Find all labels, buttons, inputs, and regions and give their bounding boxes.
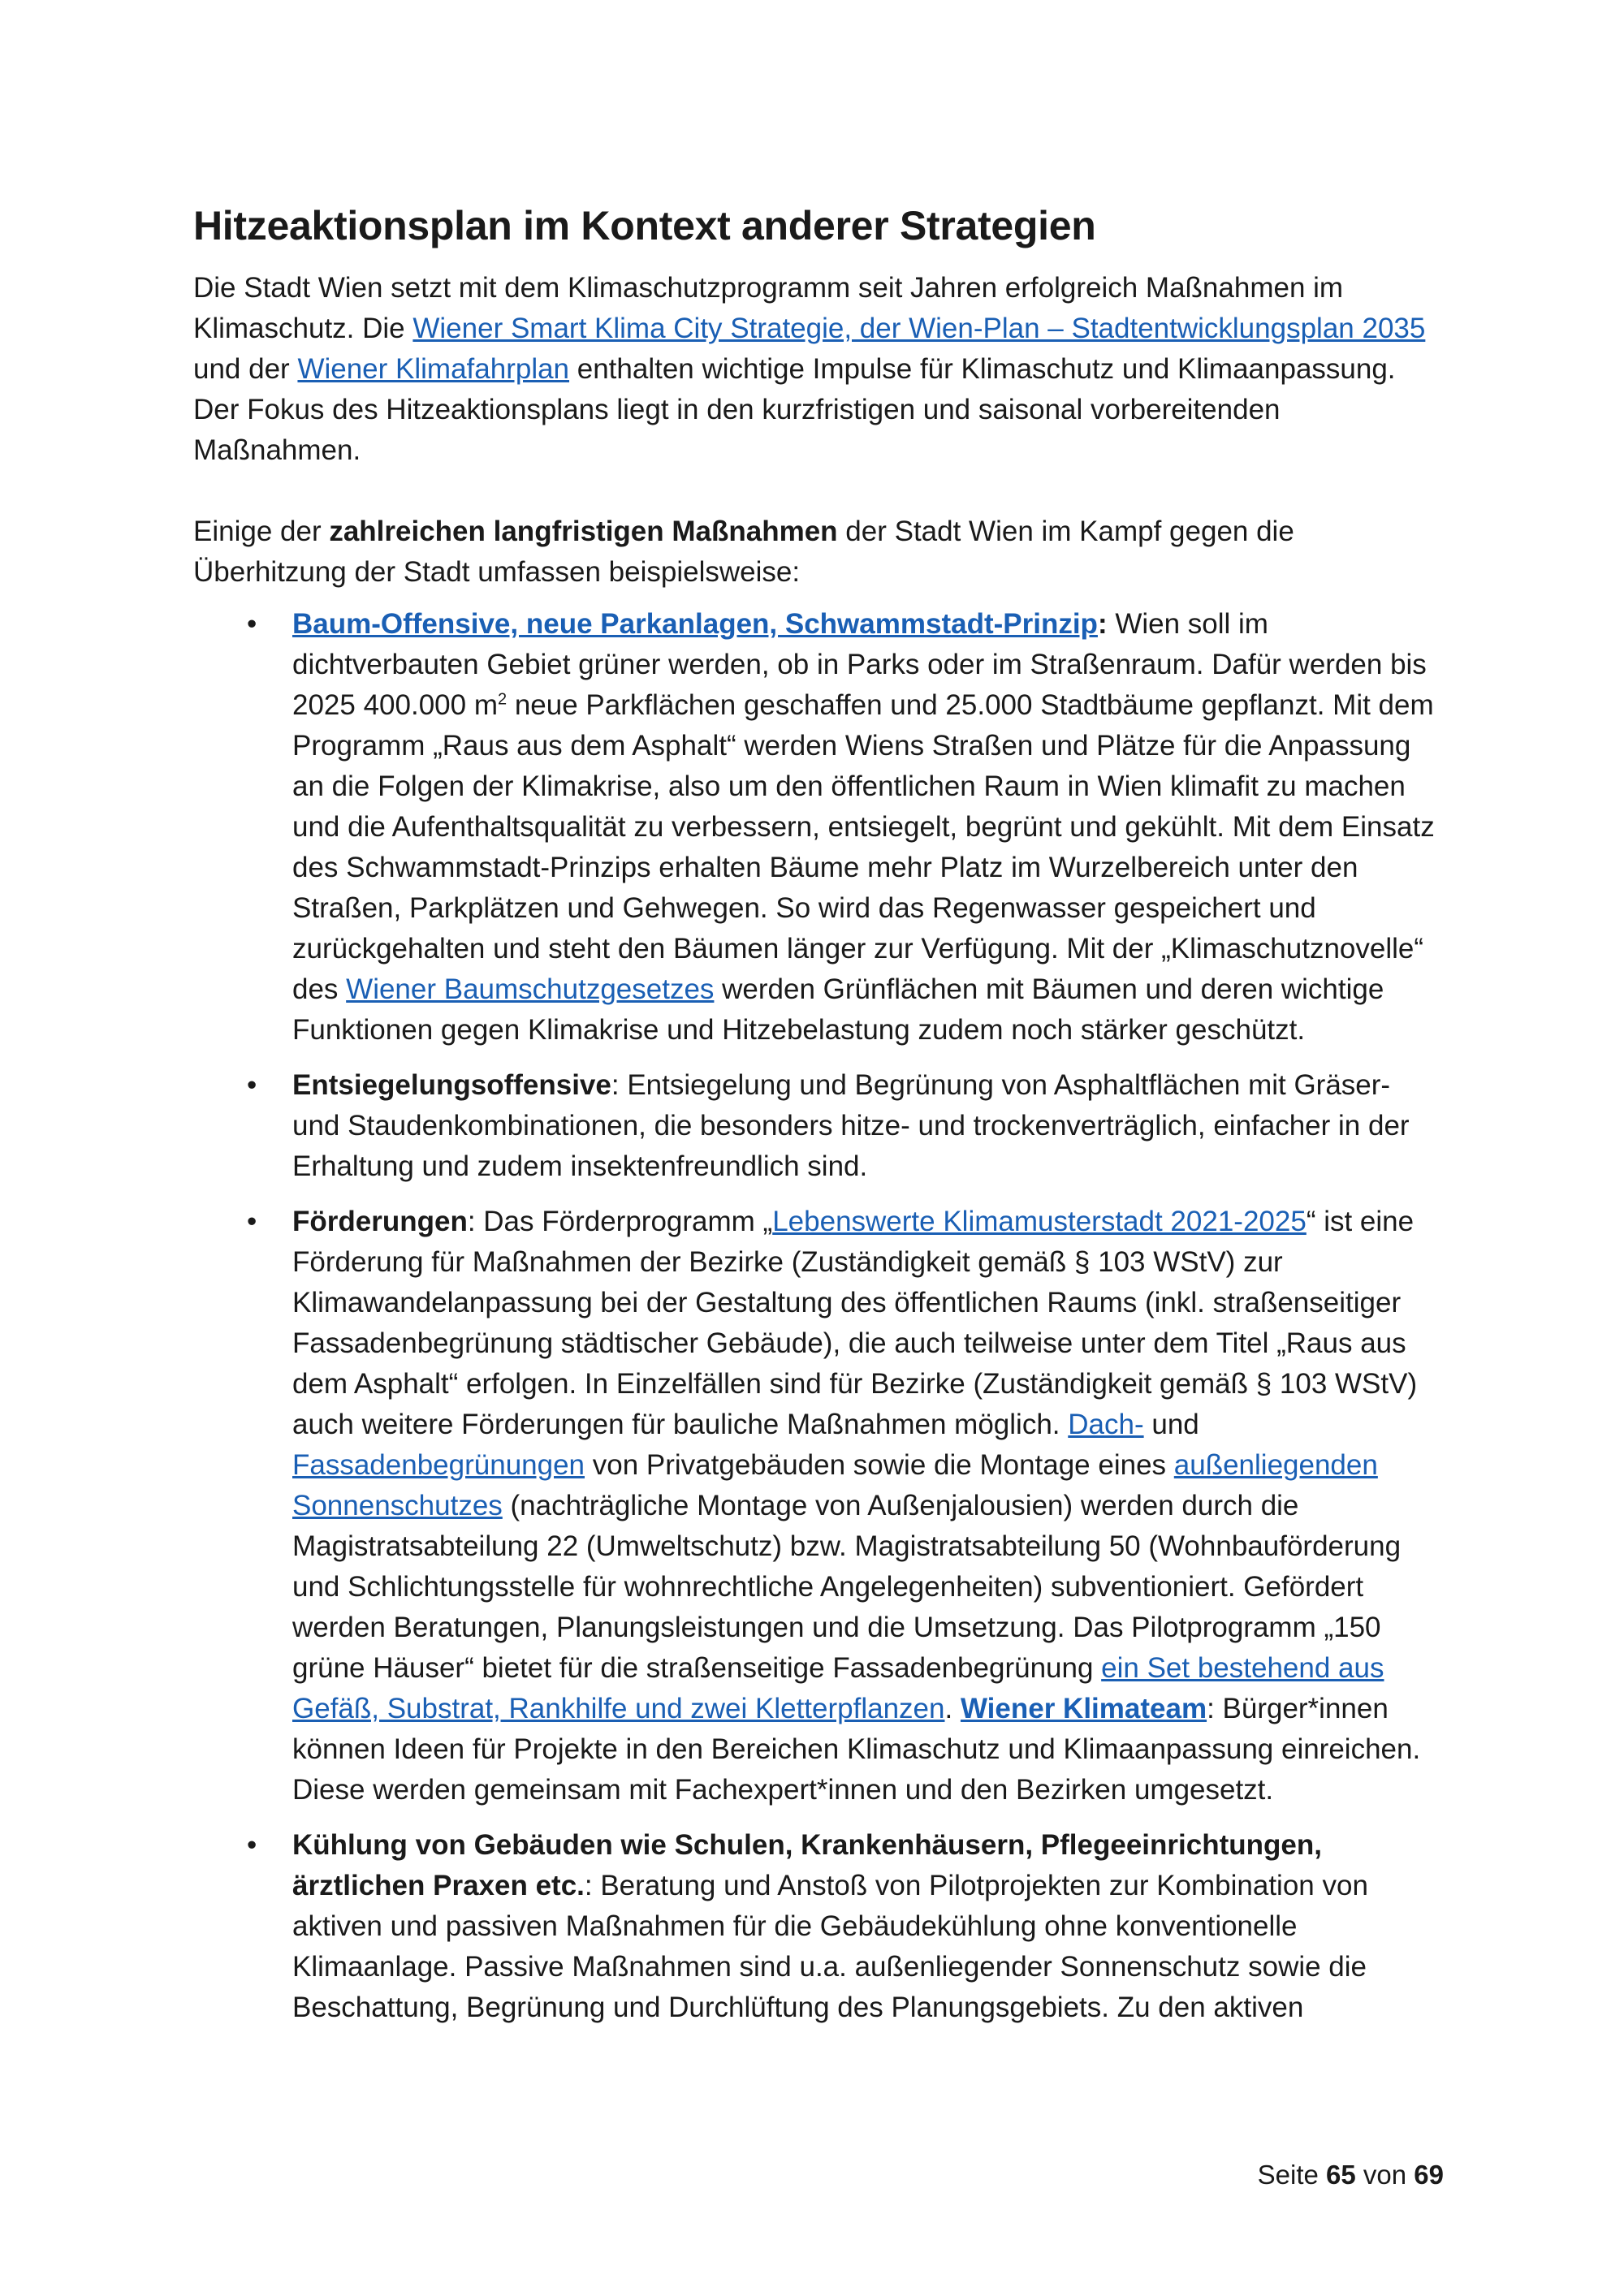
measures-list bbox=[193, 604, 1444, 2028]
measures-intro-paragraph: Einige der zahlreichen langfristigen Maßnahmen der Stadt Wien im Kampf gegen die Überhitzung der Stadt umfassen beispielsweise: bbox=[193, 516, 1294, 588]
intro-paragraph: Die Stadt Wien setzt mit dem Klimaschutzprogramm seit Jahren erfolgreich Maßnahmen im Klimaschutz. Die Wiener Smart Klima City Strategie, der Wien-Plan – Stadtentwicklungsplan 2035 und der Wiener Klimafahrplan enthalten wichtige Impulse für Klimaschutz und Klimaanpassung. Der Fokus des Hitzeaktionsplans liegt in den kurzfristigen und saisonal vorbereitenden Maßnahmen. bbox=[193, 272, 1426, 466]
link-fassadenbegruenung[interactable]: Fassadenbegrünungen bbox=[292, 1449, 585, 1481]
link-sonnenschutz[interactable]: außenliegenden Sonnenschutzes bbox=[292, 1449, 1378, 1521]
paragraph-gap bbox=[193, 471, 1444, 511]
link-baumschutzgesetz[interactable]: Wiener Baumschutzgesetzes bbox=[346, 973, 715, 1005]
link-wiener-klimateam[interactable]: Wiener Klimateam bbox=[960, 1693, 1207, 1724]
bullet-icon: • bbox=[247, 1206, 257, 1237]
link-baum-offensive[interactable]: Baum-Offensive, neue Parkanlagen, Schwammstadt-Prinzip bbox=[292, 608, 1098, 640]
list-item-baum-offensive: • Baum-Offensive, neue Parkanlagen, Schwammstadt-Prinzip: Wien soll im dichtverbauten Gebiet grüner werden, ob in Parks oder im Straßenraum. Dafür werden bis 2025 400.000 $m^2$ neue Parkflächen geschaffen und 25.000 Stadtbäume gepflanzt. Mit dem Programm „Raus aus dem Asphalt“ werden Wiens Straßen und Plätze für die Anpassung an die Folgen der Klimakrise, also um den öffentlichen Raum in Wien klimafit zu machen und die Aufenthaltsqualität zu verbessern, entsiegelt, begrünt und gekühlt. Mit dem Einsatz des Schwammstadt-Prinzips erhalten Bäume mehr Platz im Wurzelbereich unter den Straßen, Parkplätzen und Gehwegen. So wird das Regenwasser gespeichert und zurückgehalten und steht den Bäumen länger zur Verfügung. Mit der „Klimaschutznovelle“ des Wiener Baumschutzgesetzes werden Grünflächen mit Bäumen und deren wichtige Funktionen gegen Klimakrise und Hitzebelastung zudem noch stärker geschützt. bbox=[193, 604, 1444, 1051]
bullet-icon: • bbox=[247, 1069, 257, 1101]
list-item-foerderungen: • Förderungen: Das Förderprogramm „Lebenswerte Klimamusterstadt 2021-2025“ ist eine Förderung für Maßnahmen der Bezirke (Zuständigkeit gemäß § 103 WStV) zur Klimawandelanpassung bei der Gestaltung des öffentlichen Raums (inkl. straßenseitiger Fassadenbegrünung städtischer Gebäude), die auch teilweise unter dem Titel „Raus aus dem Asphalt“ erfolgen. In Einzelfällen sind für Bezirke (Zuständigkeit gemäß § 103 WStV) auch weitere Förderungen für bauliche Maßnahmen möglich. Dach- und Fassadenbegrünungen von Privatgebäuden sowie die Montage eines außenliegenden Sonnenschutzes (nachträgliche Montage von Außenjalousien) werden durch die Magistratsabteilung 22 (Umweltschutz) bzw. Magistratsabteilung 50 (Wohnbauförderung und Schlichtungsstelle für wohnrechtliche Angelegenheiten) subventioniert. Gefördert werden Beratungen, Planungsleistungen und die Umsetzung. Das Pilotprogramm „150 grüne Häuser“ bietet für die straßenseitige Fassadenbegrünung ein Set bestehend aus Gefäß, Substrat, Rankhilfe und zwei Kletterpflanzen. Wiener Klimateam: Bürger*innen können Ideen für Projekte in den Bereichen Klimaschutz und Klimaanpassung einreichen. Diese werden gemeinsam mit Fachexpert*innen und den Bezirken umgesetzt. bbox=[193, 1202, 1444, 1810]
page-number: Seite 65 von 69 bbox=[1257, 2160, 1444, 2190]
list-item-kuehlung: • Kühlung von Gebäuden wie Schulen, Krankenhäusern, Pflegeeinrichtungen, ärztlichen Praxen etc.: Beratung und Anstoß von Pilotprojekten zur Kombination von aktiven und passiven Maßnahmen für die Gebäudekühlung ohne konventionelle Klimaanlage. Passive Maßnahmen sind u.a. außenliegender Sonnenschutz sowie die Beschattung, Begrünung und Durchlüftung des Planungsgebiets. Zu den aktiven bbox=[193, 1825, 1444, 2028]
bullet-icon: • bbox=[247, 608, 257, 640]
link-set-kletterpflanzen[interactable]: ein Set bestehend aus Gefäß, Substrat, Rankhilfe und zwei Kletterpflanzen bbox=[292, 1652, 1384, 1724]
page-title: Hitzeaktionsplan im Kontext anderer Strategien bbox=[193, 203, 1096, 248]
list-item-entsiegelung: • Entsiegelungsoffensive: Entsiegelung und Begrünung von Asphaltflächen mit Gräser- und Staudenkombinationen, die besonders hitze- und trockenverträglich, einfacher in der Erhaltung und zudem insektenfreundlich sind. bbox=[193, 1065, 1444, 1187]
bullet-icon: • bbox=[247, 1829, 257, 1861]
link-klimamusterstadt[interactable]: Lebenswerte Klimamusterstadt 2021-2025 bbox=[772, 1206, 1307, 1237]
document-page bbox=[193, 201, 1444, 2043]
link-smart-klima-city[interactable]: Wiener Smart Klima City Strategie, der Wien-Plan – Stadtentwicklungsplan 2035 bbox=[412, 313, 1426, 344]
link-klimafahrplan[interactable]: Wiener Klimafahrplan bbox=[297, 353, 570, 385]
link-dachbegruenung[interactable]: Dach- bbox=[1068, 1409, 1144, 1440]
